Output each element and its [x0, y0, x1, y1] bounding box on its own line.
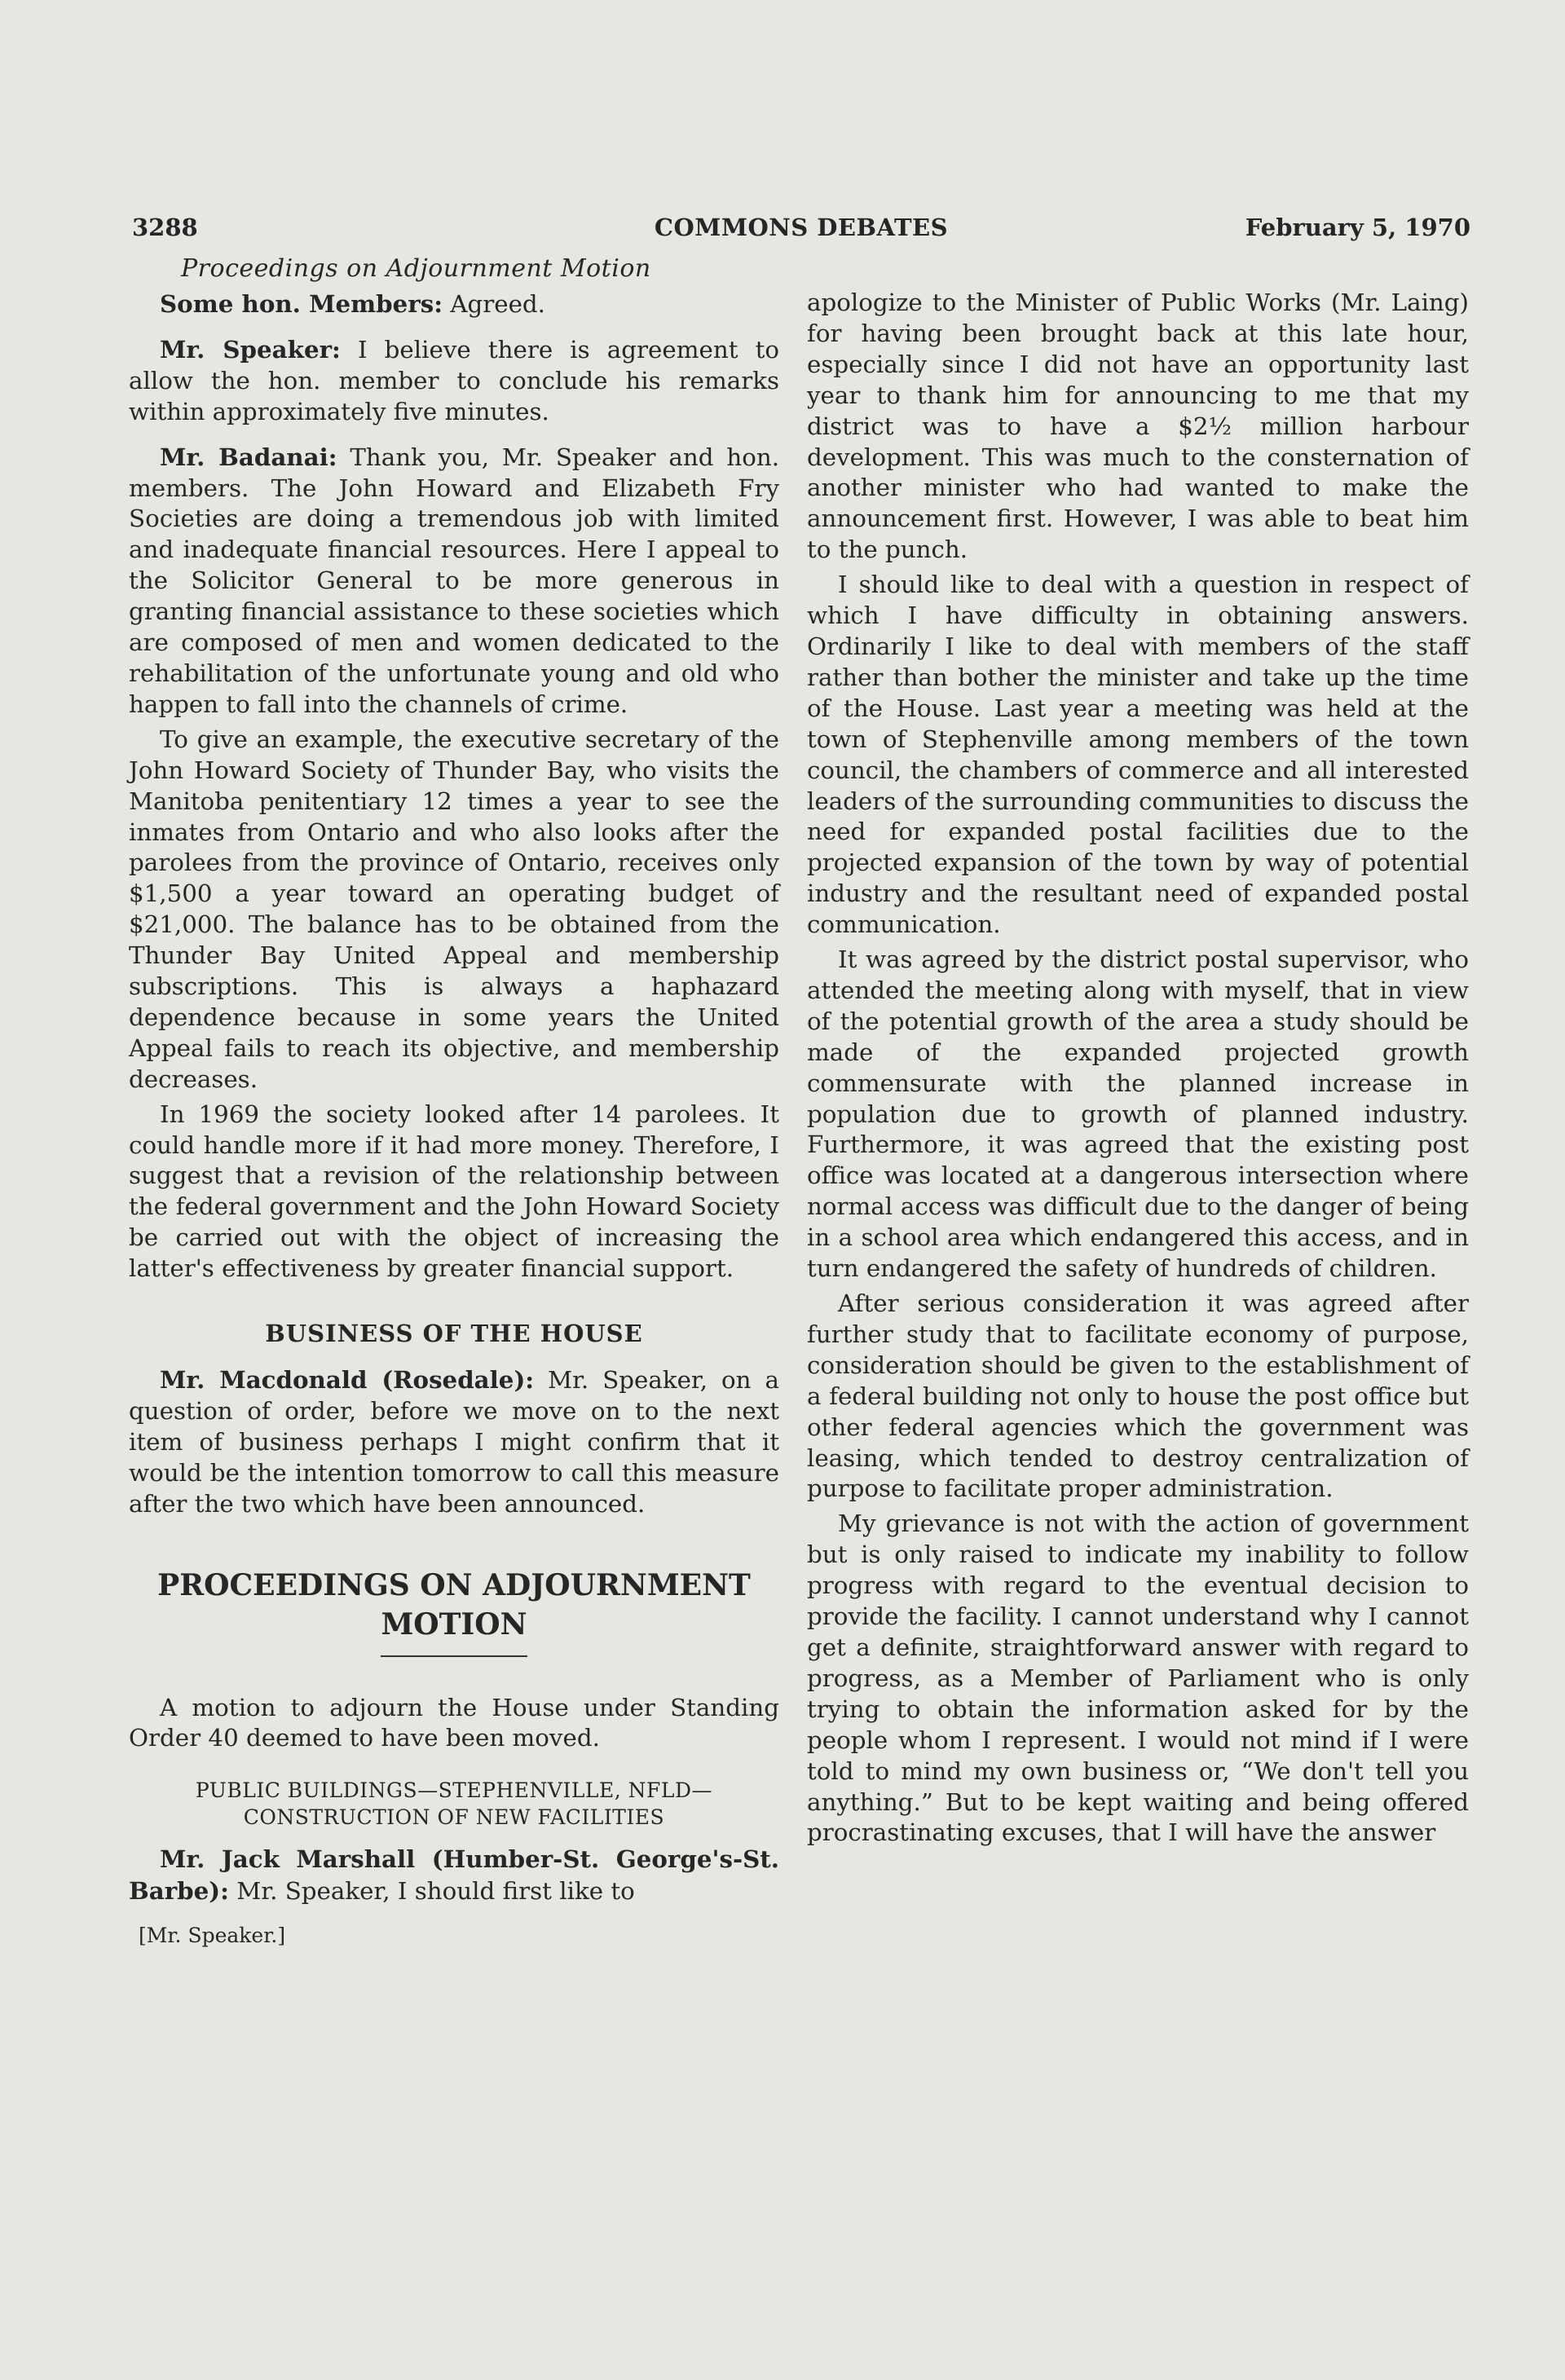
- speaker-name: Mr. Macdonald (Rosedale):: [160, 1365, 535, 1394]
- publication-title: COMMONS DEBATES: [654, 214, 949, 241]
- issue-date: February 5, 1970: [1245, 214, 1470, 241]
- page-header: [132, 214, 1470, 249]
- major-heading: [129, 1566, 779, 1644]
- subheading: [129, 1777, 779, 1831]
- paragraph: To give an example, the executive secretary of the John Howard Society of Thunder Bay, who visits the Manitoba penitentiary 12 times a year to see the inmates from Ontario and who also looks after the parolees from the province of Ontario, receives only $1,500 a year toward an operating budget of $21,000. The balance has to be obtained from the Thunder Bay United Appeal and membership subscriptions. This is always a haphazard dependence because in some years the United Appeal fails to reach its objective, and membership decreases.: [129, 725, 779, 1093]
- subheading-line: CONSTRUCTION OF NEW FACILITIES: [243, 1805, 665, 1830]
- paragraph: [129, 442, 779, 721]
- paragraph: [129, 334, 779, 428]
- speech-text: Thank you, Mr. Speaker and hon. members. The John Howard and Elizabeth Fry Societies are doing a tremendous job with limited and inadequate financial resources. Here I appeal to the Solicitor General to be more generous in granting financial assistance to these societies which are composed of men and women dedicated to the rehabilitation of the unfortunate young and old who happen to fall into the channels of crime.: [129, 443, 780, 718]
- paragraph: I should like to deal with a question in respect of which I have difficulty in obtaining answers. Ordinarily I like to deal with members of the staff rather than bother the minister and take up the time of the House. Last year a meeting was held at the town of Stephenville among members of the town council, the chambers of commerce and all interested leaders of the surrounding communities to discuss the need for expanded postal facilities due to the projected expansion of the town by way of potential industry and the resultant need of expanded postal communication.: [807, 571, 1469, 939]
- paragraph: [129, 1844, 779, 1907]
- paragraph: A motion to adjourn the House under Standing Order 40 deemed to have been moved.: [129, 1693, 779, 1752]
- paragraph: After serious consideration it was agreed after further study that to facilitate economy of purpose, consideration should be given to the establishment of a federal building not only to house the post office but other federal agencies which the government was leasing, which tended to destroy centralization of purpose to facilitate proper administration.: [807, 1289, 1469, 1503]
- speech-text: Mr. Speaker, I should first like to: [228, 1877, 635, 1906]
- speaker-name: Mr. Jack Marshall (Humber-St. George's-St. Barbe):: [129, 1844, 779, 1906]
- speech-text: Mr. Speaker, on a question of order, before we move on to the next item of business perhaps I might confirm that it would be the intention tomorrow to call this measure after the two which have been announced.: [129, 1366, 780, 1518]
- page-footnote: [Mr. Speaker.]: [139, 1924, 286, 1948]
- major-heading-line: PROCEEDINGS ON ADJOURNMENT: [157, 1567, 751, 1602]
- paragraph: My grievance is not with the action of government but is only raised to indicate my inability to follow progress with regard to the eventual decision to provide the facility. I cannot understand why I cannot get a definite, straightforward answer with regard to progress, as a Member of Parliament who is only trying to obtain the information asked for by the people whom I represent. I would not mind if I were told to mind my own business or, “We don't tell you anything.” But to be kept waiting and being offered procrastinating excuses, that I will have the answer: [807, 1510, 1469, 1847]
- paragraph: [129, 1364, 779, 1520]
- section-heading: BUSINESS OF THE HOUSE: [265, 1320, 643, 1348]
- major-heading-line: MOTION: [381, 1606, 527, 1642]
- speaker-name: Mr. Badanai:: [160, 442, 337, 471]
- running-head: Proceedings on Adjournment Motion: [181, 254, 651, 283]
- right-column: [807, 288, 1469, 1849]
- page-number: 3288: [132, 214, 198, 241]
- speaker-name: Some hon. Members:: [160, 289, 443, 318]
- speech-text: I believe there is agreement to allow the hon. member to conclude his remarks within approximately five minutes.: [129, 335, 779, 425]
- heading-rule: [381, 1655, 527, 1657]
- paragraph: It was agreed by the district postal supervisor, who attended the meeting along with myself, that in view of the potential growth of the area a study should be made of the expanded projected growth commensurate with the planned increase in population due to growth of planned industry. Furthermore, it was agreed that the existing post office was located at a dangerous intersection where normal access was difficult due to the danger of being in a school area which endangered this access, and in turn endangered the safety of hundreds of children.: [807, 945, 1469, 1283]
- paragraph: [129, 289, 779, 320]
- paragraph: In 1969 the society looked after 14 parolees. It could handle more if it had more money. Therefore, I suggest that a revision of the relationship between the federal government and the John Howard Society be carried out with the object of increasing the latter's effectiveness by greater financial support.: [129, 1100, 779, 1283]
- speech-text: Agreed.: [443, 290, 545, 318]
- paragraph: apologize to the Minister of Public Works (Mr. Laing) for having been brought back at this late hour, especially since I did not have an opportunity last year to thank him for announcing to me that my district was to have a $2½ million harbour development. This was much to the consternation of another minister who had wanted to make the announcement first. However, I was able to beat him to the punch.: [807, 289, 1469, 564]
- subheading-line: PUBLIC BUILDINGS—STEPHENVILLE, NFLD—: [195, 1778, 713, 1803]
- speaker-name: Mr. Speaker:: [160, 334, 341, 364]
- left-column: [129, 289, 779, 1951]
